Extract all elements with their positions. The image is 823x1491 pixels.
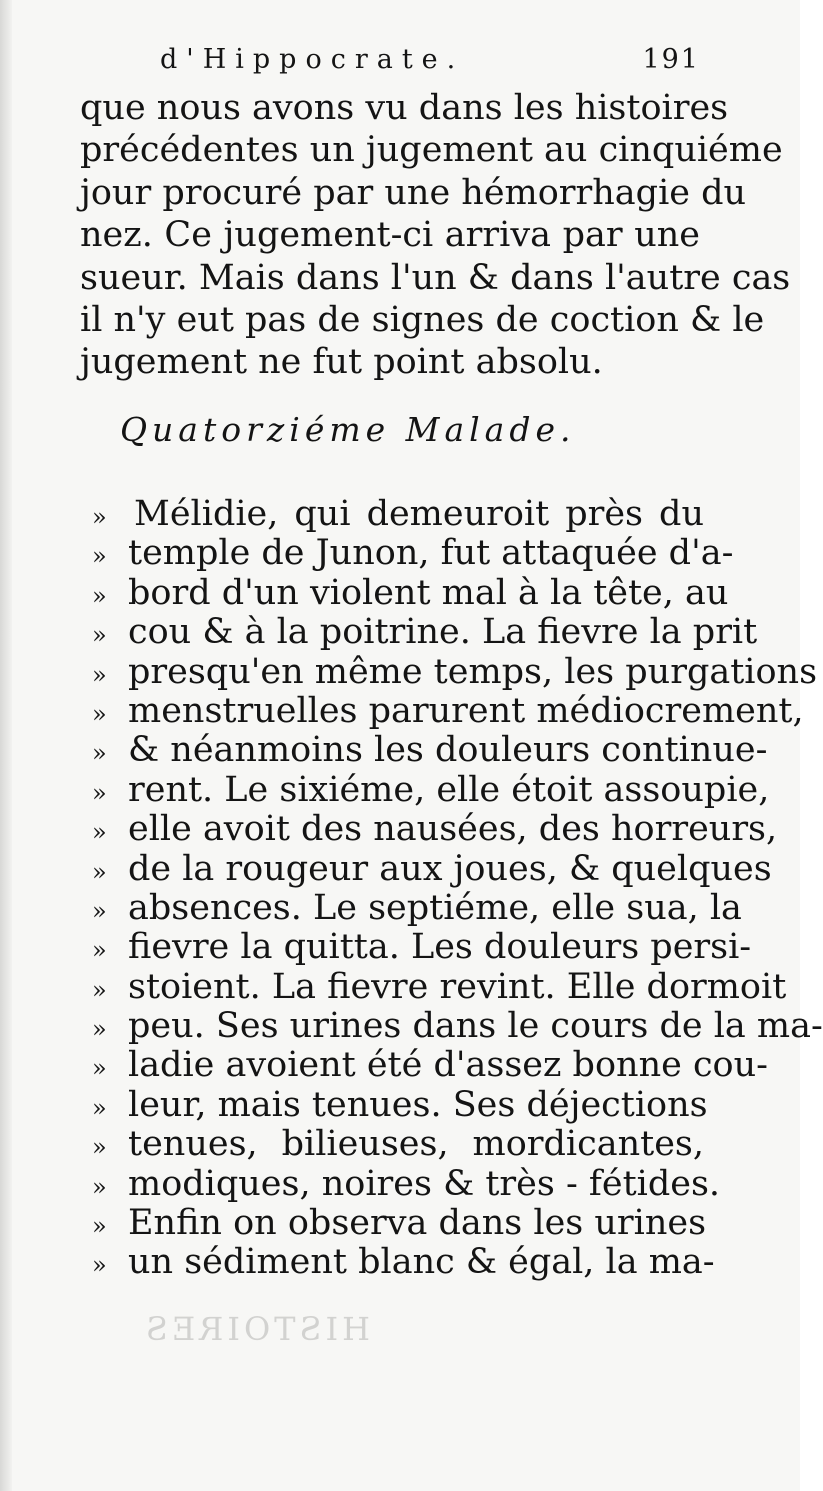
quote-line-text: presqu'en même temps, les purgations	[128, 651, 818, 692]
quote-line-text: un sédiment blanc & égal, la ma-	[128, 1242, 715, 1283]
quote-line-text: tenues, bilieuses, mordicantes,	[128, 1124, 704, 1165]
quote-line	[92, 1163, 721, 1204]
quote-line-text: stoient. La fievre revint. Elle dormoit	[128, 966, 787, 1007]
page-edge	[0, 0, 12, 1491]
section-heading: Quatorziéme Malade.	[120, 410, 576, 449]
quote-line-text: de la rougeur aux joues, & quelques	[128, 848, 772, 889]
quote-line	[92, 769, 770, 810]
text-line: jour procuré par une hémorrhagie du	[80, 172, 747, 213]
quote-line-text: elle avoit des nausées, des horreurs,	[128, 809, 778, 850]
running-header	[160, 44, 700, 84]
quote-line-text: Enfin on observa dans les urines	[128, 1203, 707, 1244]
quote-mark: »	[92, 1251, 105, 1280]
quote-line	[92, 572, 729, 613]
quote-line	[92, 651, 818, 692]
quote-line-text: menstruelles parurent médiocrement,	[128, 690, 804, 731]
quote-mark: »	[92, 857, 105, 886]
opening-paragraph	[80, 87, 791, 384]
quote-mark: »	[92, 739, 105, 768]
quoted-case-text	[92, 494, 823, 1283]
quote-line-text: rent. Le sixiéme, elle étoit assoupie,	[128, 769, 770, 810]
quote-mark: »	[92, 936, 105, 965]
quote-line-text: fievre la quitta. Les douleurs persi-	[128, 927, 752, 968]
quote-line	[92, 730, 768, 771]
quote-line	[92, 887, 742, 928]
quote-mark: »	[92, 621, 105, 650]
quote-line-text: modiques, noires & très - fétides.	[128, 1163, 721, 1204]
quote-line	[92, 927, 752, 968]
quote-mark: »	[92, 1054, 105, 1083]
quote-mark: »	[92, 778, 105, 807]
quote-mark: »	[92, 581, 105, 610]
quote-line-text: Mélidie, qui demeuroit près du	[134, 494, 704, 534]
quote-line-text: cou & à la poitrine. La fievre la prit	[128, 612, 758, 653]
quote-line	[92, 1242, 715, 1283]
quote-mark: »	[92, 1015, 105, 1044]
quote-line-text: absences. Le septiéme, elle sua, la	[128, 887, 742, 928]
quote-mark: »	[92, 1212, 105, 1241]
quote-mark: »	[92, 975, 105, 1004]
quote-mark: »	[92, 503, 105, 531]
quote-mark: »	[92, 1093, 105, 1122]
quote-mark: »	[92, 1133, 105, 1162]
quote-mark: »	[92, 542, 105, 571]
page-number: 191	[642, 44, 700, 75]
text-line: jugement ne fut point absolu.	[80, 342, 603, 383]
quote-line-text: peu. Ses urines dans le cours de la ma-	[128, 1006, 823, 1047]
quote-line	[92, 1125, 704, 1164]
quote-line	[92, 1006, 823, 1047]
quote-mark: »	[92, 699, 105, 728]
quote-line	[92, 495, 704, 534]
quote-line	[92, 690, 804, 731]
quote-mark: »	[92, 660, 105, 689]
quote-line-text: ladie avoient été d'assez bonne cou-	[128, 1045, 768, 1086]
quote-mark: »	[92, 1172, 105, 1201]
text-line: nez. Ce jugement-ci arriva par une	[80, 215, 700, 256]
quote-line-text: leur, mais tenues. Ses déjections	[128, 1084, 708, 1125]
quote-mark: »	[92, 896, 105, 925]
quote-mark: »	[92, 818, 105, 847]
quote-line-text: temple de Junon, fut attaquée d'a-	[128, 533, 734, 574]
text-line: il n'y eut pas de signes de coction & le	[80, 299, 765, 340]
show-through-text: HISTOIRES	[141, 1310, 370, 1348]
quote-line	[92, 612, 758, 653]
text-line: que nous avons vu dans les histoires	[80, 88, 729, 128]
quote-line	[92, 533, 734, 574]
quote-line	[92, 848, 772, 889]
quote-line	[92, 1045, 768, 1086]
quote-line-text: bord d'un violent mal à la tête, au	[128, 572, 729, 613]
quote-line	[92, 1084, 708, 1125]
quote-line-text: & néanmoins les douleurs continue-	[128, 730, 768, 771]
quote-line	[92, 809, 778, 850]
text-line: sueur. Mais dans l'un & dans l'autre cas	[80, 257, 791, 298]
text-line: précédentes un jugement au cinquiéme	[80, 130, 783, 171]
quote-line	[92, 966, 787, 1007]
running-title: d'Hippocrate.	[160, 44, 465, 75]
quote-line	[92, 1203, 707, 1244]
